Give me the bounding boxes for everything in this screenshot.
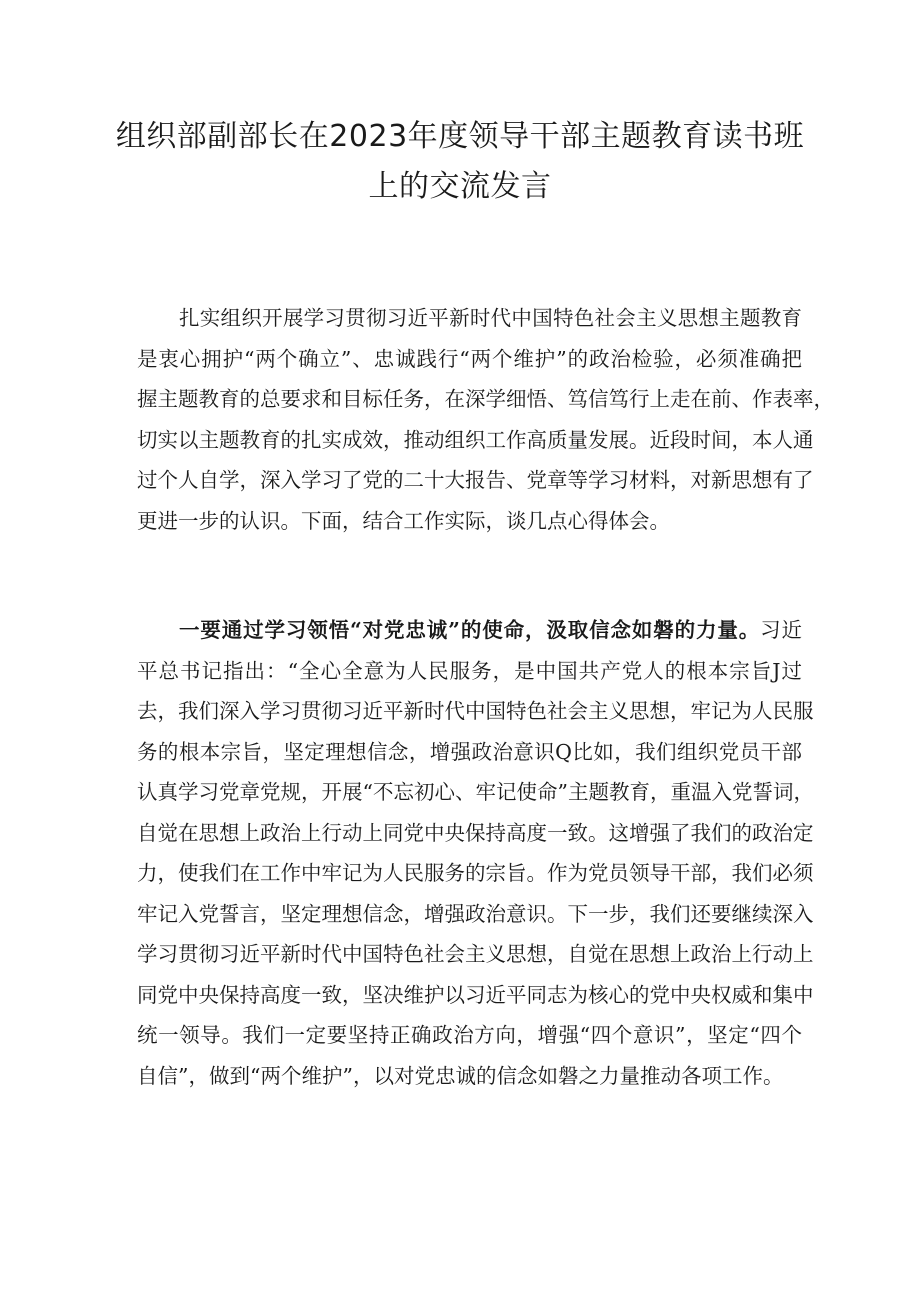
title-line-2: 上的交流发言: [368, 169, 552, 204]
text-line: 平总书记指出：“全心全意为人民服务，是中国共产党人的根本宗旨J过: [137, 658, 802, 683]
text-line: 力，使我们在工作中牢记为人民服务的宗旨。作为党员领导干部，我们必须: [137, 861, 814, 885]
text-line: 同党中央保持高度一致，坚决维护以习近平同志为核心的党中央权威和集中: [137, 982, 814, 1007]
text-line: 统一领导。我们一定要坚持正确政治方向，增强“四个意识”，坚定“四个: [137, 1023, 802, 1047]
section-heading: 一要通过学习领悟“对党忠诚”的使命，汲取信念如磐的力量。: [179, 618, 761, 642]
text-line: 更进一步的认识。下面，结合工作实际，谈几点心得体会。: [137, 508, 670, 533]
text-line: 牢记入党誓言，坚定理想信念，增强政治意识。下一步，我们还要继续深入: [137, 901, 814, 926]
document-title: [80, 112, 840, 212]
text-line: 是衷心拥护“两个确立”、忠诚践行“两个维护”的政治检验，必须准确把: [137, 346, 802, 371]
text-line: 过个人自学，深入学习了党的二十大报告、党章等学习材料，对新思想有了: [137, 468, 814, 492]
title-line-1: 组织部副部长在2023年度领导干部主题教育读书班: [115, 119, 805, 154]
section-heading-tail: 习近: [760, 618, 803, 642]
text-line: 自觉在思想上政治上行动上同党中央保持高度一致。这增强了我们的政治定: [137, 820, 814, 845]
text-line: 去，我们深入学习贯彻习近平新时代中国特色社会主义思想，牢记为人民服: [137, 699, 814, 723]
text-line: 自信”，做到“两个维护”，以对党忠诚的信念如磐之力量推动各项工作。: [137, 1063, 784, 1088]
text-line: 学习贯彻习近平新时代中国特色社会主义思想，自觉在思想上政治上行动上: [137, 942, 814, 966]
paragraph-intro: [137, 298, 834, 541]
text-line: 认真学习党章党规，开展“不忘初心、牢记使命”主题教育，重温入党誓词，: [137, 780, 814, 804]
text-line: 扎实组织开展学习贯彻习近平新时代中国特色社会主义思想主题教育: [179, 306, 802, 330]
text-line: 切实以主题教育的扎实成效，推动组织工作高质量发展。近段时间，本人通: [137, 427, 814, 452]
text-line: 务的根本宗旨，坚定理想信念，增强政治意识Q比如，我们组织党员干部: [137, 739, 802, 764]
paragraph-section-one: [137, 610, 814, 1096]
text-line: 握主题教育的总要求和目标任务，在深学细悟、笃信笃行上走在前、作表率，: [137, 387, 834, 411]
section-heading-line: [137, 610, 802, 651]
